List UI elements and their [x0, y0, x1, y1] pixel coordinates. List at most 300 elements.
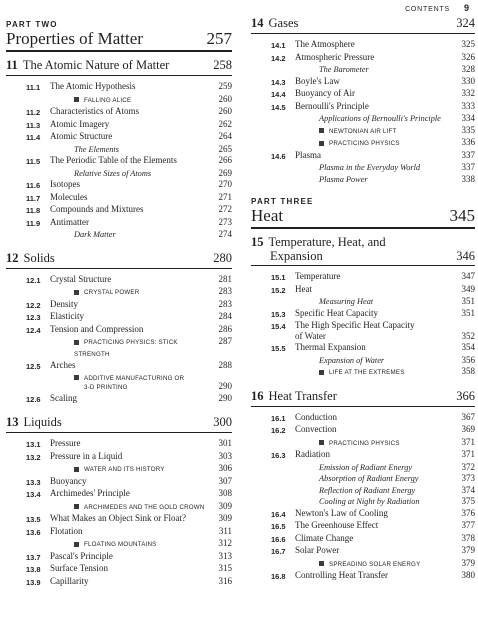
entry-title: CRYSTAL POWER [50, 286, 212, 299]
entry-page: 290 [218, 381, 232, 391]
section-entry[interactable] [6, 81, 232, 94]
section-entry[interactable] [251, 342, 475, 355]
subsection-entry[interactable] [251, 462, 475, 474]
section-number [26, 229, 50, 230]
entry-page: 303 [218, 450, 232, 461]
entry-page: 313 [218, 550, 232, 561]
entry-page: 260 [218, 106, 232, 116]
entry-title: Measuring Heat [319, 297, 374, 306]
chapter-heading[interactable] [6, 251, 232, 269]
section-entry[interactable] [251, 412, 475, 425]
section-number: 11.9 [26, 218, 41, 228]
section-number [271, 437, 295, 438]
section-number [271, 462, 295, 463]
section-number [26, 538, 50, 539]
section-number: 12.1 [26, 275, 41, 285]
section-number [26, 144, 50, 145]
entry-page: 379 [461, 545, 475, 555]
section-number: 12.4 [26, 325, 41, 335]
chapter-heading[interactable] [6, 415, 232, 433]
subsection-entry[interactable] [6, 168, 232, 180]
entry-title: Antimatter [50, 216, 89, 227]
section-entry[interactable] [251, 308, 475, 321]
section-number [271, 174, 295, 175]
entry-page: 335 [461, 124, 475, 135]
entry-title: PRACTICING PHYSICS [295, 437, 455, 450]
section-entry[interactable] [251, 88, 475, 101]
chapter-block [251, 235, 475, 379]
subsection-entry[interactable] [251, 64, 475, 76]
entry-title: LIFE AT THE EXTREMES [295, 366, 455, 379]
entry-page: 334 [461, 113, 475, 123]
section-entry[interactable] [251, 570, 475, 583]
entry-title: Boyle's Law [295, 75, 340, 86]
entry-page: 309 [218, 500, 232, 511]
entry-title: Tension and Compression [50, 323, 144, 334]
entry-page: 273 [218, 216, 232, 227]
section-number: 15.5 [271, 344, 286, 353]
entry-page: 284 [218, 311, 232, 321]
section-entry[interactable] [6, 526, 232, 539]
entry-page: 374 [461, 484, 475, 495]
entry-page: 373 [461, 473, 475, 483]
feature-entry[interactable] [6, 463, 232, 476]
feature-entry[interactable] [6, 336, 232, 360]
entry-title: Applications of Bernoulli's Principle [319, 114, 441, 123]
entry-page: 367 [461, 411, 475, 422]
chapter-heading[interactable] [251, 235, 475, 266]
entry-title: Dark Matter [74, 230, 116, 239]
section-entry[interactable] [6, 274, 232, 287]
feature-entry[interactable] [6, 286, 232, 299]
feature-entry[interactable] [251, 137, 475, 150]
section-entry[interactable] [6, 131, 232, 144]
section-number: 14.6 [271, 151, 286, 161]
section-entry[interactable] [6, 324, 232, 337]
entry-page: 351 [461, 307, 475, 318]
entry-page: 328 [461, 64, 475, 74]
entry-page: 338 [461, 173, 475, 184]
section-entry[interactable] [251, 520, 475, 533]
chapter-page: 366 [456, 388, 475, 403]
chapter-block [6, 58, 232, 241]
entry-page: 326 [461, 51, 475, 62]
subsection-entry[interactable] [251, 113, 475, 125]
right-column [251, 16, 475, 583]
entry-page: 266 [218, 155, 232, 165]
entry-page: 270 [218, 179, 232, 189]
section-number: 13.1 [26, 440, 41, 449]
chapter-title-cont: Expansion [270, 249, 323, 263]
section-entry[interactable] [251, 533, 475, 546]
subsection-entry[interactable] [251, 473, 475, 485]
entry-page: 307 [218, 475, 232, 486]
entry-page: 260 [218, 93, 232, 104]
section-number [271, 162, 295, 163]
section-number [271, 366, 295, 367]
section-number: 12.3 [26, 313, 41, 322]
entry-title: Capillarity [50, 575, 89, 586]
section-entry[interactable] [251, 52, 475, 65]
entry-page: 371 [461, 449, 475, 459]
section-number [271, 125, 295, 126]
section-number: 12.6 [26, 394, 41, 404]
section-entry[interactable] [6, 360, 232, 373]
section-entry[interactable] [6, 576, 232, 589]
entry-page: 308 [218, 488, 232, 498]
entry-title-line: The High Specific Heat Capacity [295, 320, 415, 330]
section-number [26, 373, 50, 374]
section-number: 15.1 [271, 273, 286, 282]
section-entry[interactable] [6, 155, 232, 168]
entry-title: Thermal Expansion [295, 342, 366, 352]
entry-title: The Greenhouse Effect [295, 520, 379, 530]
section-number [271, 64, 295, 65]
entry-title: The Barometer [319, 65, 369, 74]
entry-title: Characteristics of Atoms [50, 106, 139, 116]
section-number: 13.7 [26, 552, 41, 562]
subsection-entry[interactable] [6, 229, 232, 241]
entry-page: 378 [461, 532, 475, 543]
entry-page: 375 [461, 496, 475, 506]
entry-title: Temperature [295, 271, 341, 281]
section-entry[interactable] [6, 476, 232, 489]
section-number: 15.4 [271, 322, 286, 331]
entry-page: 301 [218, 438, 232, 448]
chapter-block [251, 16, 475, 185]
feature-entry[interactable] [251, 558, 475, 571]
subsection-entry[interactable] [251, 355, 475, 367]
entry-title: Emission of Radiant Energy [319, 462, 413, 472]
chapter-heading[interactable] [251, 16, 475, 34]
entry-title: Relative Sizes of Atoms [74, 168, 152, 178]
section-number: 14.2 [271, 53, 286, 63]
section-entry[interactable] [251, 320, 475, 342]
entry-title: Atomic Imagery [50, 118, 110, 129]
entry-title: The Atmosphere [295, 39, 355, 49]
section-entry[interactable] [251, 39, 475, 52]
section-number [271, 473, 295, 474]
entry-title: Flotation [50, 525, 83, 536]
feature-entry[interactable] [6, 373, 232, 393]
entry-title: PRACTICING PHYSICS: STICK STRENGTH [50, 336, 212, 360]
entry-title: Molecules [50, 191, 88, 202]
chapter-number: 12 [6, 250, 19, 265]
section-number [271, 137, 295, 138]
entry-title: Cooling at Night by Radiation [319, 497, 420, 506]
section-number [271, 355, 295, 356]
section-number [26, 168, 50, 169]
entry-title: Heat [295, 283, 312, 294]
chapter-page: 280 [213, 250, 232, 265]
section-number: 13.9 [26, 577, 41, 587]
entry-page: 316 [218, 575, 232, 586]
entry-title: WATER AND ITS HISTORY [50, 463, 212, 476]
entry-page: 283 [218, 298, 232, 309]
entry-title: PRACTICING PHYSICS [295, 137, 455, 150]
chapter-page: 324 [456, 16, 475, 30]
entry-title: Expansion of Water [319, 355, 385, 365]
subsection-entry[interactable] [251, 162, 475, 174]
left-chapter-list [6, 58, 232, 588]
entry-page: 354 [461, 342, 475, 352]
entry-title: FLOATING MOUNTAINS [50, 538, 212, 551]
section-entry[interactable] [6, 217, 232, 230]
entry-page: 281 [218, 273, 232, 284]
entry-title: Pascal's Principle [50, 550, 113, 561]
feature-entry[interactable] [251, 366, 475, 379]
entry-title [50, 373, 212, 393]
part-page: 345 [449, 206, 475, 225]
chapter-title: Gases [268, 16, 299, 30]
entry-page: 336 [461, 137, 475, 147]
section-number [26, 463, 50, 464]
entry-page: 352 [461, 330, 475, 341]
section-entry[interactable] [6, 192, 232, 205]
chapter-block [6, 251, 232, 406]
chapter-number: 15 [251, 235, 264, 249]
subsection-entry[interactable] [251, 496, 475, 508]
chapter-heading-text [6, 415, 62, 430]
section-number: 13.4 [26, 490, 41, 499]
feature-entry[interactable] [251, 437, 475, 450]
entry-title: SPREADING SOLAR ENERGY [295, 558, 455, 571]
chapter-heading-line [251, 235, 475, 249]
entry-page: 377 [461, 520, 475, 530]
section-entry[interactable] [6, 513, 232, 526]
entry-title: Surface Tension [50, 563, 108, 573]
chapter-heading-text [251, 389, 337, 404]
entry-title: Pressure [50, 438, 81, 448]
entry-page: 264 [218, 131, 232, 141]
part-label: PART TWO [6, 20, 58, 29]
section-entry[interactable] [251, 508, 475, 521]
feature-entry[interactable] [6, 501, 232, 514]
entry-title-line: ADDITIVE MANUFACTURING OR [84, 374, 185, 382]
entry-page: 330 [461, 75, 475, 86]
entry-title: Bernoulli's Principle [295, 100, 369, 111]
entry-page: 332 [461, 88, 475, 98]
chapter-block [6, 415, 232, 588]
entry-page: 315 [218, 563, 232, 573]
entry-title: The Atomic Hypothesis [50, 81, 136, 91]
section-number: 16.8 [271, 572, 286, 581]
subsection-entry[interactable] [251, 296, 475, 308]
section-number: 15.3 [271, 309, 286, 319]
entry-title: Compounds and Mixtures [50, 204, 144, 214]
part-title[interactable] [6, 29, 232, 52]
entry-title: Plasma [295, 149, 321, 160]
entry-title: Buoyancy [50, 475, 87, 486]
entry-title: Arches [50, 360, 76, 370]
entry-title: Reflection of Radiant Energy [319, 485, 416, 495]
right-chapter-list [251, 235, 475, 583]
section-number [26, 94, 50, 95]
section-entry[interactable] [251, 271, 475, 284]
entry-page: 356 [461, 354, 475, 365]
section-number: 11.8 [26, 206, 41, 215]
entry-title [295, 320, 455, 342]
entry-title: Pressure in a Liquid [50, 450, 123, 461]
entry-title-line: 3-D PRINTING [84, 384, 128, 391]
entry-title: FALLING ALICE [50, 94, 212, 107]
entry-page: 376 [461, 507, 475, 518]
entry-page: 272 [218, 204, 232, 214]
section-number: 12.5 [26, 362, 41, 371]
section-number: 11.3 [26, 120, 41, 130]
entry-title: Density [50, 298, 78, 309]
entry-title: Atomic Structure [50, 131, 113, 141]
chapter-number: 13 [6, 415, 19, 429]
chapter-heading-text [6, 251, 55, 266]
section-number: 16.7 [271, 547, 286, 556]
entry-title: What Makes an Object Sink or Float? [50, 513, 186, 523]
chapter-heading[interactable] [251, 389, 475, 407]
entry-page: 372 [461, 461, 475, 472]
feature-entry[interactable] [6, 94, 232, 107]
entry-page: 351 [461, 296, 475, 306]
section-number [271, 485, 295, 486]
chapter-page: 300 [213, 415, 232, 429]
section-entry[interactable] [6, 393, 232, 406]
section-number [26, 336, 50, 337]
section-number: 11.4 [26, 133, 41, 142]
entry-page: 333 [461, 100, 475, 111]
section-entry[interactable] [6, 204, 232, 217]
section-entry[interactable] [251, 76, 475, 89]
running-head-label: CONTENTS [405, 6, 450, 13]
entry-title: Radiation [295, 449, 330, 459]
entry-page: 283 [218, 286, 232, 296]
subsection-entry[interactable] [251, 174, 475, 186]
chapter-title: Heat Transfer [268, 388, 337, 403]
entry-title: Controlling Heat Transfer [295, 570, 388, 580]
chapter-number: 11 [6, 58, 18, 72]
section-entry[interactable] [6, 551, 232, 564]
entry-title: Conduction [295, 411, 337, 422]
entry-title: Crystal Structure [50, 273, 112, 284]
section-number: 12.2 [26, 300, 41, 310]
section-number: 14.3 [271, 77, 286, 87]
entry-page: 325 [461, 39, 475, 49]
entry-page: 380 [461, 570, 475, 580]
entry-title: Buoyancy of Air [295, 88, 355, 98]
entry-title: Plasma in the Everyday World [319, 163, 421, 172]
section-entry[interactable] [251, 424, 475, 437]
entry-title: Convection [295, 424, 337, 434]
section-number: 13.6 [26, 527, 41, 537]
section-number: 16.2 [271, 426, 286, 435]
running-head [405, 3, 469, 13]
section-number: 13.2 [26, 452, 41, 462]
section-entry[interactable] [6, 563, 232, 576]
chapter-number: 16 [251, 388, 264, 403]
entry-title: Newton's Law of Cooling [295, 507, 388, 518]
entry-page: 306 [218, 463, 232, 473]
entry-title: Archimedes' Principle [50, 488, 130, 498]
section-entry[interactable] [6, 438, 232, 451]
entry-page: 262 [218, 118, 232, 129]
entry-page: 347 [461, 271, 475, 281]
right-top-chapter [251, 16, 475, 185]
entry-page: 271 [218, 191, 232, 202]
chapter-heading-line [251, 249, 475, 263]
section-entry[interactable] [6, 119, 232, 132]
entry-page: 274 [218, 229, 232, 239]
entry-title: Absorption of Radiant Energy [319, 474, 419, 483]
section-entry[interactable] [251, 449, 475, 462]
section-entry[interactable] [251, 545, 475, 558]
subsection-entry[interactable] [251, 485, 475, 497]
chapter-title: Liquids [23, 415, 62, 429]
entry-title: Solar Power [295, 545, 340, 555]
subsection-entry[interactable] [6, 144, 232, 156]
section-entry[interactable] [251, 284, 475, 297]
section-entry[interactable] [6, 179, 232, 192]
entry-title: Scaling [50, 392, 77, 403]
section-entry[interactable] [6, 106, 232, 119]
entry-title: Plasma Power [319, 174, 368, 184]
chapter-heading-text [251, 16, 298, 31]
part-page: 257 [206, 29, 232, 48]
section-number: 14.5 [271, 102, 286, 112]
chapter-page: 346 [456, 249, 475, 263]
entry-page: 371 [461, 436, 475, 447]
left-column [6, 16, 232, 588]
part-title[interactable] [251, 206, 475, 229]
section-number: 11.7 [26, 193, 41, 203]
feature-entry[interactable] [251, 125, 475, 138]
part-title-text: Properties of Matter [6, 29, 143, 48]
entry-title: Specific Heat Capacity [295, 307, 378, 318]
chapter-page: 258 [213, 58, 232, 72]
section-number: 15.2 [271, 285, 286, 295]
section-number: 16.6 [271, 534, 286, 544]
section-number [26, 286, 50, 287]
section-number: 16.4 [271, 509, 286, 519]
section-number: 11.1 [26, 83, 41, 92]
entry-page: 265 [218, 143, 232, 154]
part-title-text: Heat [251, 206, 284, 225]
section-number: 13.8 [26, 565, 41, 574]
section-entry[interactable] [251, 101, 475, 114]
section-number: 11.6 [26, 181, 41, 190]
entry-title: Elasticity [50, 311, 84, 321]
entry-page: 369 [461, 424, 475, 434]
section-entry[interactable] [6, 488, 232, 501]
entry-title: The Elements [74, 144, 119, 154]
section-number: 16.1 [271, 413, 286, 423]
section-entry[interactable] [6, 299, 232, 312]
entry-page: 337 [461, 149, 475, 160]
part-label: PART THREE [251, 197, 314, 206]
page-number: 9 [463, 3, 469, 13]
section-entry[interactable] [6, 311, 232, 324]
entry-title-line: of Water [295, 331, 326, 341]
entry-title: Atmospheric Pressure [295, 51, 375, 62]
entry-page: 337 [461, 162, 475, 172]
section-entry[interactable] [6, 451, 232, 464]
chapter-heading-text [6, 58, 169, 73]
feature-entry[interactable] [6, 538, 232, 551]
chapter-number: 14 [251, 16, 264, 30]
entry-page: 309 [218, 513, 232, 523]
section-number: 14.4 [271, 90, 286, 99]
entry-page: 311 [218, 525, 232, 536]
entry-page: 349 [461, 283, 475, 294]
chapter-heading[interactable] [6, 58, 232, 76]
section-entry[interactable] [251, 150, 475, 163]
